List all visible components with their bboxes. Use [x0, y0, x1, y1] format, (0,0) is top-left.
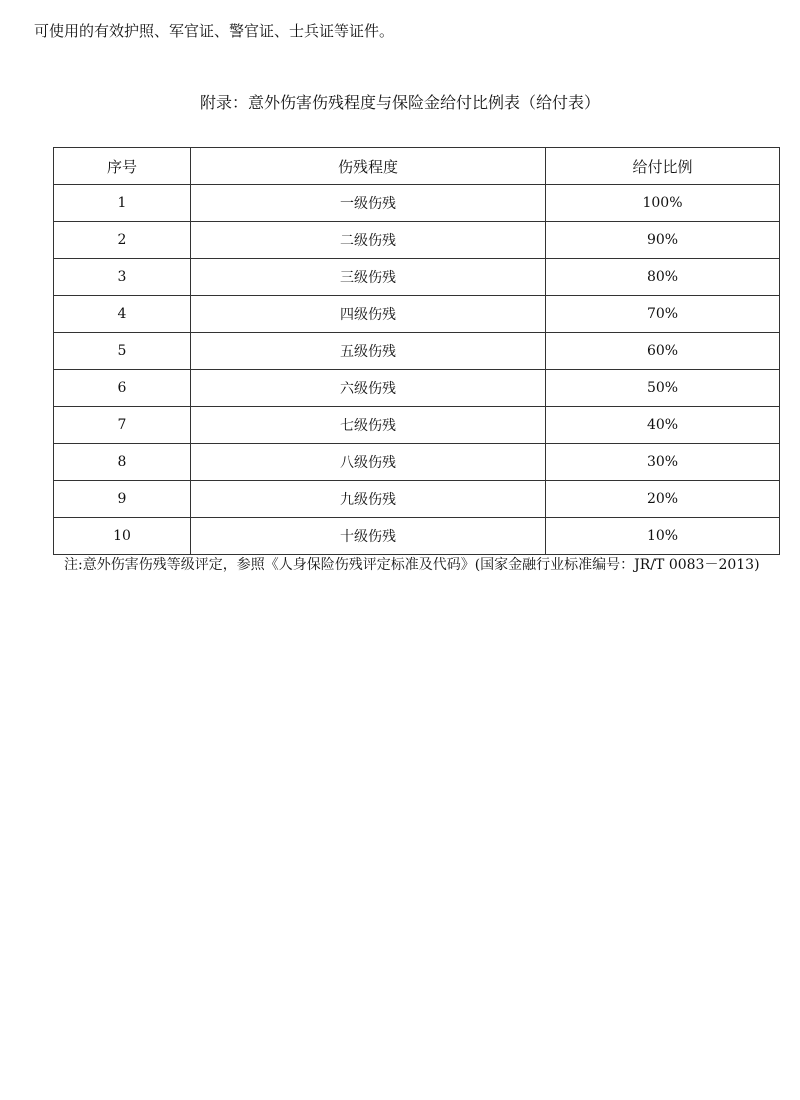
table-row — [54, 296, 780, 333]
cell-payout-ratio: 40% — [546, 407, 780, 444]
table-row — [54, 185, 780, 222]
header-seq: 序号 — [54, 148, 191, 185]
cell-seq: 8 — [54, 444, 191, 481]
cell-disability-grade: 二级伤残 — [191, 222, 546, 259]
cell-disability-grade: 十级伤残 — [191, 518, 546, 555]
appendix-title: 附录：意外伤害伤残程度与保险金给付比例表（给付表） — [199, 93, 600, 112]
cell-disability-grade: 三级伤残 — [191, 259, 546, 296]
cell-disability-grade: 六级伤残 — [191, 370, 546, 407]
cell-seq: 9 — [54, 481, 191, 518]
cell-payout-ratio: 50% — [546, 370, 780, 407]
cell-disability-grade: 四级伤残 — [191, 296, 546, 333]
table-note: 注:意外伤害伤残等级评定，参照《人身保险伤残评定标准及代码》(国家金融行业标准编号：JR/T 0083－2013) — [64, 557, 760, 573]
cell-disability-grade: 七级伤残 — [191, 407, 546, 444]
cell-payout-ratio: 10% — [546, 518, 780, 555]
cell-payout-ratio: 80% — [546, 259, 780, 296]
table-row — [54, 407, 780, 444]
table-row — [54, 481, 780, 518]
cell-seq: 1 — [54, 185, 191, 222]
cell-seq: 4 — [54, 296, 191, 333]
cell-payout-ratio: 100% — [546, 185, 780, 222]
cell-payout-ratio: 30% — [546, 444, 780, 481]
cell-seq: 6 — [54, 370, 191, 407]
cell-seq: 5 — [54, 333, 191, 370]
table-row — [54, 370, 780, 407]
table-row — [54, 259, 780, 296]
header-disability-grade: 伤残程度 — [191, 148, 546, 185]
cell-seq: 10 — [54, 518, 191, 555]
table-row — [54, 518, 780, 555]
cell-disability-grade: 九级伤残 — [191, 481, 546, 518]
cell-payout-ratio: 90% — [546, 222, 780, 259]
header-payout-ratio: 给付比例 — [546, 148, 780, 185]
cell-payout-ratio: 60% — [546, 333, 780, 370]
table-row — [54, 222, 780, 259]
cell-disability-grade: 八级伤残 — [191, 444, 546, 481]
cell-payout-ratio: 70% — [546, 296, 780, 333]
top-line: 可使用的有效护照、军官证、警官证、士兵证等证件。 — [34, 22, 395, 40]
cell-payout-ratio: 20% — [546, 481, 780, 518]
cell-seq: 2 — [54, 222, 191, 259]
table-header-row — [54, 148, 780, 185]
cell-disability-grade: 一级伤残 — [191, 185, 546, 222]
cell-seq: 3 — [54, 259, 191, 296]
cell-disability-grade: 五级伤残 — [191, 333, 546, 370]
cell-seq: 7 — [54, 407, 191, 444]
table-row — [54, 333, 780, 370]
table-row — [54, 444, 780, 481]
payout-table — [53, 147, 780, 555]
